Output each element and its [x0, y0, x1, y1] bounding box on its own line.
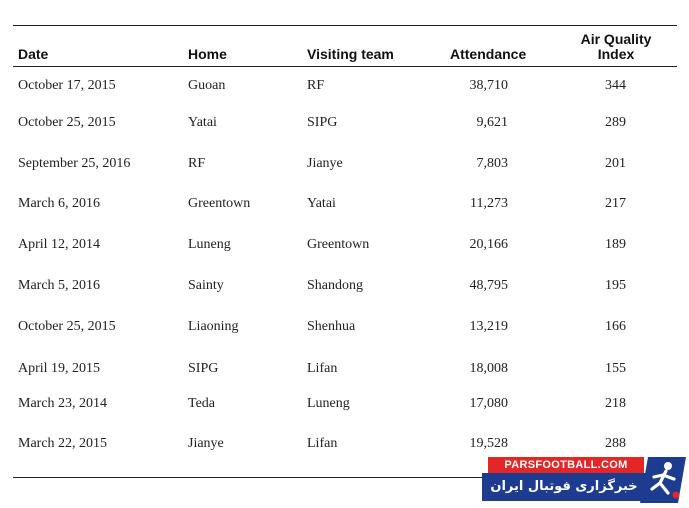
watermark-brand-persian: خبرگزاری فوتبال ایران — [482, 473, 646, 501]
cell-attendance: 7,803 — [476, 156, 508, 171]
cell-home: Liaoning — [188, 319, 239, 334]
cell-attendance: 17,080 — [469, 396, 508, 411]
header-attendance: Attendance — [450, 46, 527, 62]
cell-home: SIPG — [188, 361, 219, 376]
cell-attendance: 38,710 — [469, 78, 508, 93]
watermark-brand-latin: PARSFOOTBALL.COM — [488, 457, 644, 473]
cell-date: October 25, 2015 — [18, 115, 116, 130]
cell-date: April 12, 2014 — [18, 237, 101, 252]
cell-date: September 25, 2016 — [18, 156, 131, 171]
cell-home: RF — [188, 156, 206, 171]
table-header-rule — [13, 66, 677, 67]
cell-visiting-team: Greentown — [307, 237, 370, 252]
cell-visiting-team: Lifan — [307, 361, 338, 376]
cell-date: March 6, 2016 — [18, 196, 101, 211]
cell-home: Sainty — [188, 278, 224, 293]
cell-aqi: 155 — [605, 361, 626, 376]
cell-aqi: 166 — [605, 319, 626, 334]
cell-aqi: 288 — [605, 436, 626, 451]
cell-aqi: 195 — [605, 278, 626, 293]
cell-aqi: 189 — [605, 237, 626, 252]
cell-visiting-team: Shenhua — [307, 319, 356, 334]
header-home: Home — [188, 46, 227, 62]
cell-attendance: 9,621 — [476, 115, 508, 130]
header-date: Date — [18, 46, 49, 62]
cell-attendance: 48,795 — [469, 278, 508, 293]
cell-date: October 25, 2015 — [18, 319, 116, 334]
cell-home: Luneng — [188, 237, 231, 252]
cell-home: Teda — [188, 396, 216, 411]
cell-aqi: 201 — [605, 156, 626, 171]
parsfootball-watermark — [482, 455, 689, 508]
cell-aqi: 289 — [605, 115, 626, 130]
cell-date: March 22, 2015 — [18, 436, 108, 451]
cell-attendance: 11,273 — [470, 196, 508, 211]
cell-visiting-team: Jianye — [307, 156, 343, 171]
cell-date: October 17, 2015 — [18, 78, 116, 93]
footballer-kick-icon — [638, 455, 688, 505]
cell-visiting-team: RF — [307, 78, 325, 93]
cell-home: Jianye — [188, 436, 224, 451]
header-aqi-line2: Index — [597, 46, 635, 62]
cell-home: Greentown — [188, 196, 251, 211]
cell-home: Guoan — [188, 78, 226, 93]
header-aqi-line1: Air Quality — [580, 31, 652, 47]
cell-aqi: 218 — [605, 396, 626, 411]
cell-visiting-team: Luneng — [307, 396, 350, 411]
cell-visiting-team: Shandong — [307, 278, 363, 293]
cell-date: March 5, 2016 — [18, 278, 101, 293]
cell-aqi: 344 — [605, 78, 626, 93]
cell-visiting-team: SIPG — [307, 115, 338, 130]
table-top-rule — [13, 25, 677, 26]
cell-attendance: 20,166 — [469, 237, 508, 252]
cell-date: March 23, 2014 — [18, 396, 108, 411]
cell-visiting-team: Lifan — [307, 436, 338, 451]
cell-visiting-team: Yatai — [307, 196, 336, 211]
cell-attendance: 18,008 — [469, 361, 508, 376]
cell-date: April 19, 2015 — [18, 361, 101, 376]
header-visiting-team: Visiting team — [307, 46, 394, 62]
cell-attendance: 19,528 — [469, 436, 508, 451]
cell-home: Yatai — [188, 115, 217, 130]
cell-aqi: 217 — [605, 196, 626, 211]
cell-attendance: 13,219 — [469, 319, 508, 334]
